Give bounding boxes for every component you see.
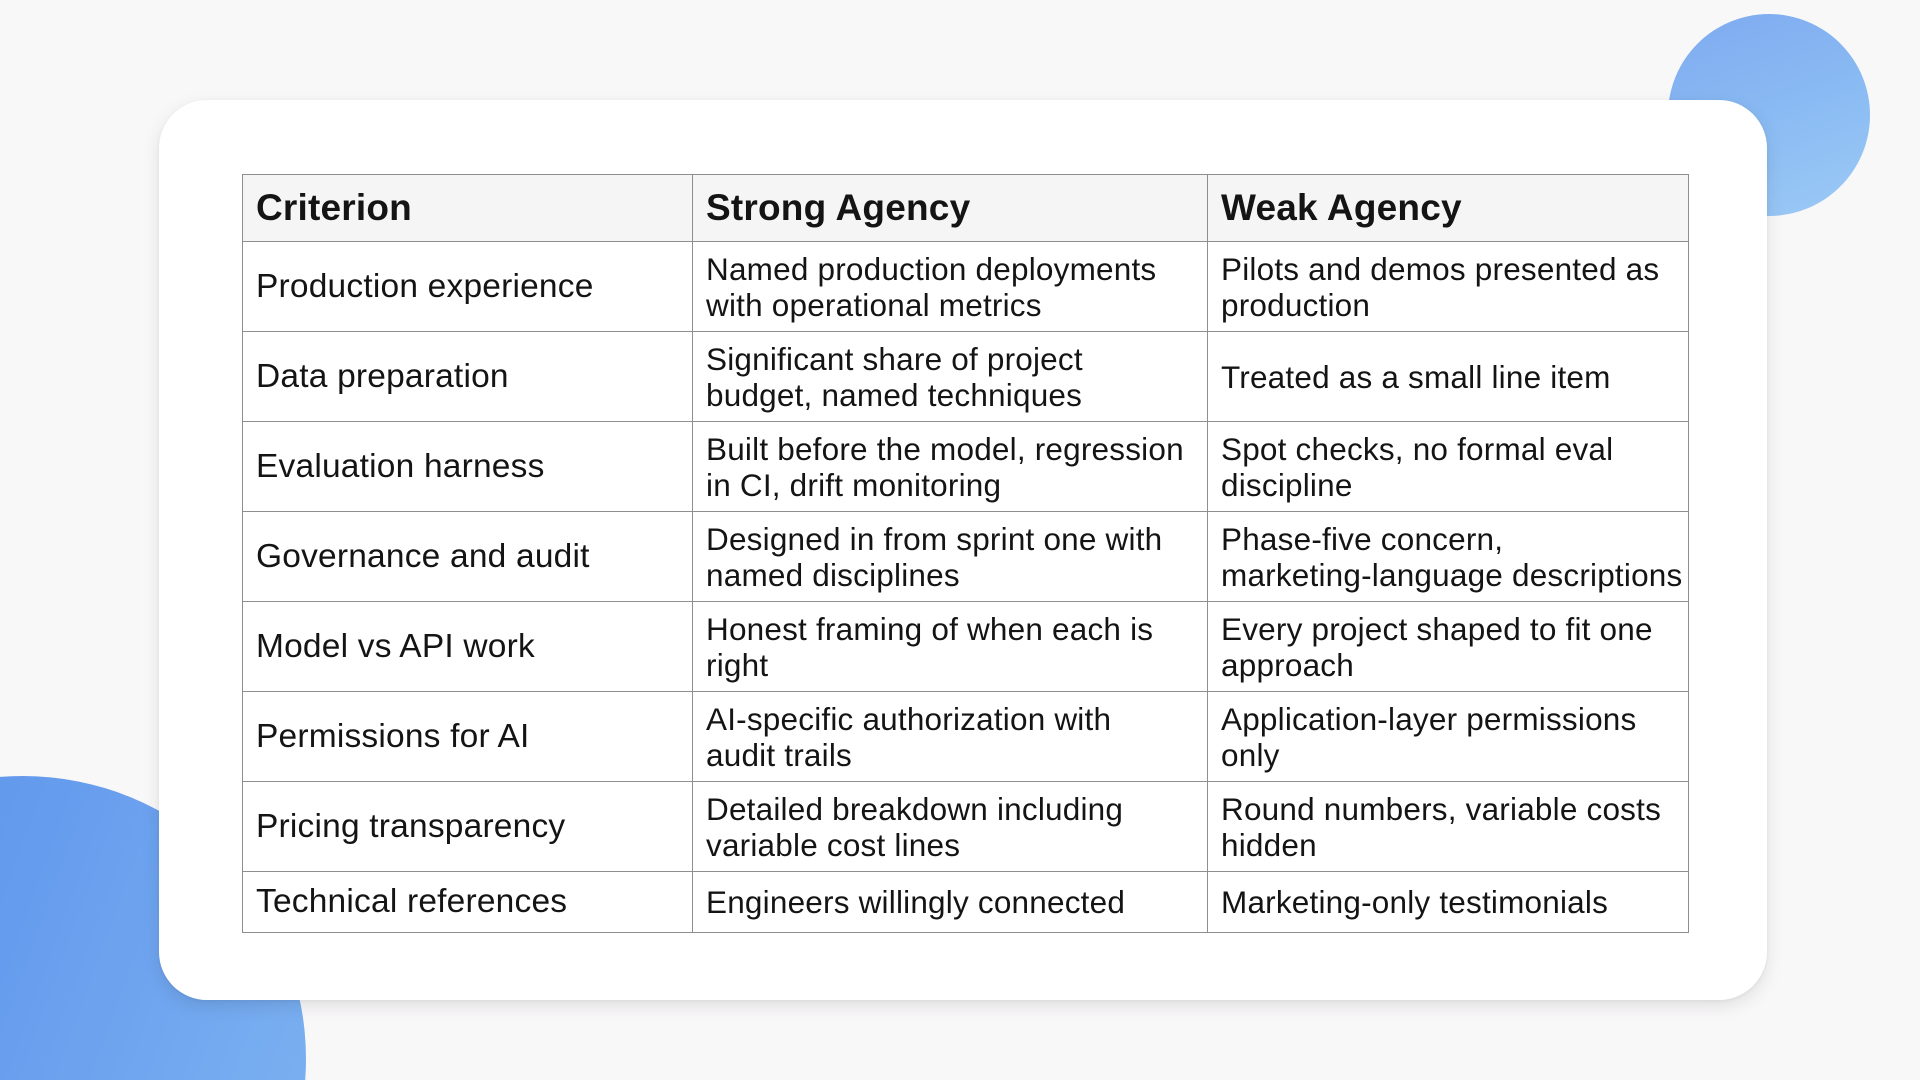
table-row — [243, 512, 1689, 602]
criterion-cell: Model vs API work — [243, 602, 693, 692]
criterion-cell: Evaluation harness — [243, 422, 693, 512]
weak-text: only — [1221, 736, 1280, 773]
table-row — [243, 422, 1689, 512]
weak-text: Application-layer permissions — [1221, 700, 1637, 737]
header-strong-agency: Strong Agency — [693, 175, 1208, 242]
weak-text: Spot checks, no formal eval — [1221, 430, 1614, 467]
weak-cell — [1208, 422, 1689, 512]
weak-cell — [1208, 602, 1689, 692]
weak-cell — [1208, 692, 1689, 782]
strong-cell — [693, 422, 1208, 512]
strong-text: Built before the model, regression — [706, 430, 1184, 467]
table-row — [243, 872, 1689, 933]
table-row — [243, 332, 1689, 422]
strong-text: Detailed breakdown including — [706, 790, 1124, 827]
strong-text: Significant share of project — [706, 340, 1083, 377]
strong-text: Designed in from sprint one with — [706, 520, 1163, 557]
strong-text: audit trails — [706, 736, 852, 773]
strong-text: in CI, drift monitoring — [706, 466, 1002, 503]
criterion-cell: Pricing transparency — [243, 782, 693, 872]
weak-text: hidden — [1221, 826, 1317, 863]
strong-text: budget, named techniques — [706, 376, 1083, 413]
weak-cell — [1208, 332, 1689, 422]
criterion-cell: Permissions for AI — [243, 692, 693, 782]
weak-text: Phase-five concern, — [1221, 520, 1504, 557]
strong-text: named disciplines — [706, 556, 960, 593]
weak-text: production — [1221, 286, 1371, 323]
weak-text: discipline — [1221, 466, 1353, 503]
weak-cell — [1208, 782, 1689, 872]
table-header-row — [243, 175, 1689, 242]
criterion-cell: Technical references — [243, 872, 693, 933]
weak-text: marketing-language descriptions — [1221, 556, 1683, 593]
strong-text: right — [706, 646, 769, 683]
strong-text: with operational metrics — [706, 286, 1042, 323]
strong-cell — [693, 692, 1208, 782]
criterion-cell: Production experience — [243, 242, 693, 332]
strong-text: AI-specific authorization with — [706, 700, 1112, 737]
strong-cell — [693, 782, 1208, 872]
strong-text: Honest framing of when each is — [706, 610, 1154, 647]
table-row — [243, 242, 1689, 332]
comparison-table — [242, 174, 1689, 933]
strong-cell — [693, 512, 1208, 602]
criterion-cell: Governance and audit — [243, 512, 693, 602]
weak-text: approach — [1221, 646, 1354, 683]
strong-cell — [693, 602, 1208, 692]
weak-text: Pilots and demos presented as — [1221, 250, 1660, 287]
weak-cell — [1208, 512, 1689, 602]
strong-cell — [693, 242, 1208, 332]
strong-text: variable cost lines — [706, 826, 961, 863]
weak-text: Every project shaped to fit one — [1221, 610, 1653, 647]
weak-text: Round numbers, variable costs — [1221, 790, 1662, 827]
strong-text: Engineers willingly connected — [706, 884, 1126, 920]
criterion-cell: Data preparation — [243, 332, 693, 422]
weak-cell — [1208, 872, 1689, 933]
weak-text: Treated as a small line item — [1221, 358, 1611, 395]
weak-text: Marketing-only testimonials — [1221, 884, 1609, 920]
header-weak-agency: Weak Agency — [1208, 175, 1689, 242]
content-card — [159, 100, 1767, 1000]
strong-text: Named production deployments — [706, 250, 1157, 287]
header-criterion: Criterion — [243, 175, 693, 242]
table-row — [243, 602, 1689, 692]
strong-cell — [693, 332, 1208, 422]
table-row — [243, 782, 1689, 872]
strong-cell — [693, 872, 1208, 933]
weak-cell — [1208, 242, 1689, 332]
table-row — [243, 692, 1689, 782]
